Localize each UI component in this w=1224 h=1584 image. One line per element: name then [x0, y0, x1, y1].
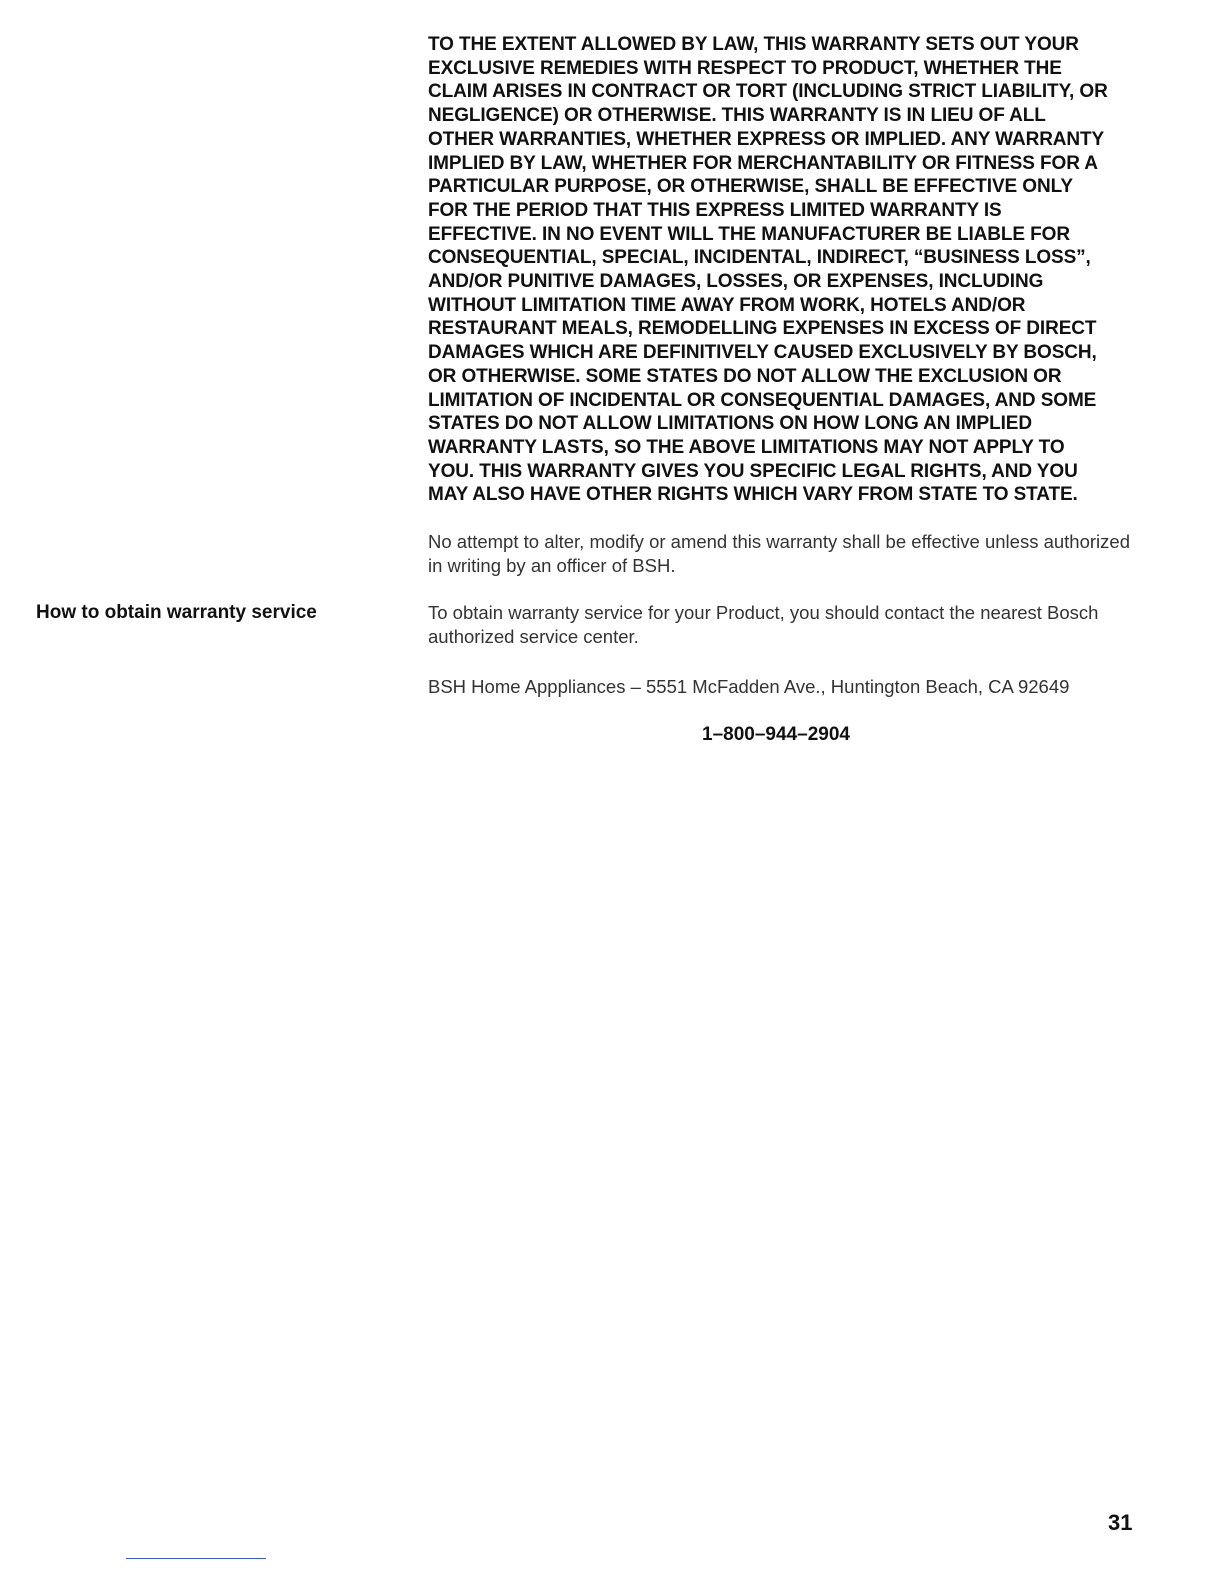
section-heading-warranty-service: How to obtain warranty service [36, 602, 317, 623]
service-phone [428, 723, 1148, 747]
service-phone-number: 1–800–944–2904 [702, 724, 850, 745]
page-number: 31 [1108, 1510, 1133, 1535]
footer-rule [126, 1558, 266, 1559]
warranty-alteration-notice: No attempt to alter, modify or amend this warranty shall be effective unless authorized in writing by an officer of BSH. [428, 531, 1130, 576]
service-address: BSH Home Apppliances – 5551 McFadden Ave., Huntington Beach, CA 92649 [428, 676, 1070, 697]
service-instructions: To obtain warranty service for your Product, you should contact the nearest Bosch authorized service center. [428, 602, 1099, 647]
warranty-disclaimer: TO THE EXTENT ALLOWED BY LAW, THIS WARRANTY SETS OUT YOUR EXCLUSIVE REMEDIES WITH RESPECT TO PRODUCT, WHETHER THE CLAIM ARISES IN CONTRACT OR TORT (INCLUDING STRICT LIABILITY, OR NEGLIGENCE) OR OTHERWISE. THIS WARRANTY IS IN LIEU OF ALL OTHER WARRANTIES, WHETHER EXPRESS OR IMPLIED. ANY WARRANTY IMPLIED BY LAW, WHETHER FOR MERCHANTABILITY OR FITNESS FOR A PARTICULAR PURPOSE, OR OTHERWISE, SHALL BE EFFECTIVE ONLY FOR THE PERIOD THAT THIS EXPRESS LIMITED WARRANTY IS EFFECTIVE. IN NO EVENT WILL THE MANUFACTURER BE LIABLE FOR CONSEQUENTIAL, SPECIAL, INCIDENTAL, INDIRECT, “BUSINESS LOSS”, AND/OR PUNITIVE DAMAGES, LOSSES, OR EXPENSES, INCLUDING WITHOUT LIMITATION TIME AWAY FROM WORK, HOTELS AND/OR RESTAURANT MEALS, REMODELLING EXPENSES IN EXCESS OF DIRECT DAMAGES WHICH ARE DEFINITIVELY CAUSED EXCLUSIVELY BY BOSCH, OR OTHERWISE. SOME STATES DO NOT ALLOW THE EXCLUSION OR LIMITATION OF INCIDENTAL OR CONSEQUENTIAL DAMAGES, AND SOME STATES DO NOT ALLOW LIMITATIONS ON HOW LONG AN IMPLIED WARRANTY LASTS, SO THE ABOVE LIMITATIONS MAY NOT APPLY TO YOU. THIS WARRANTY GIVES YOU SPECIFIC LEGAL RIGHTS, AND YOU MAY ALSO HAVE OTHER RIGHTS WHICH VARY FROM STATE TO STATE. [428, 34, 1108, 506]
